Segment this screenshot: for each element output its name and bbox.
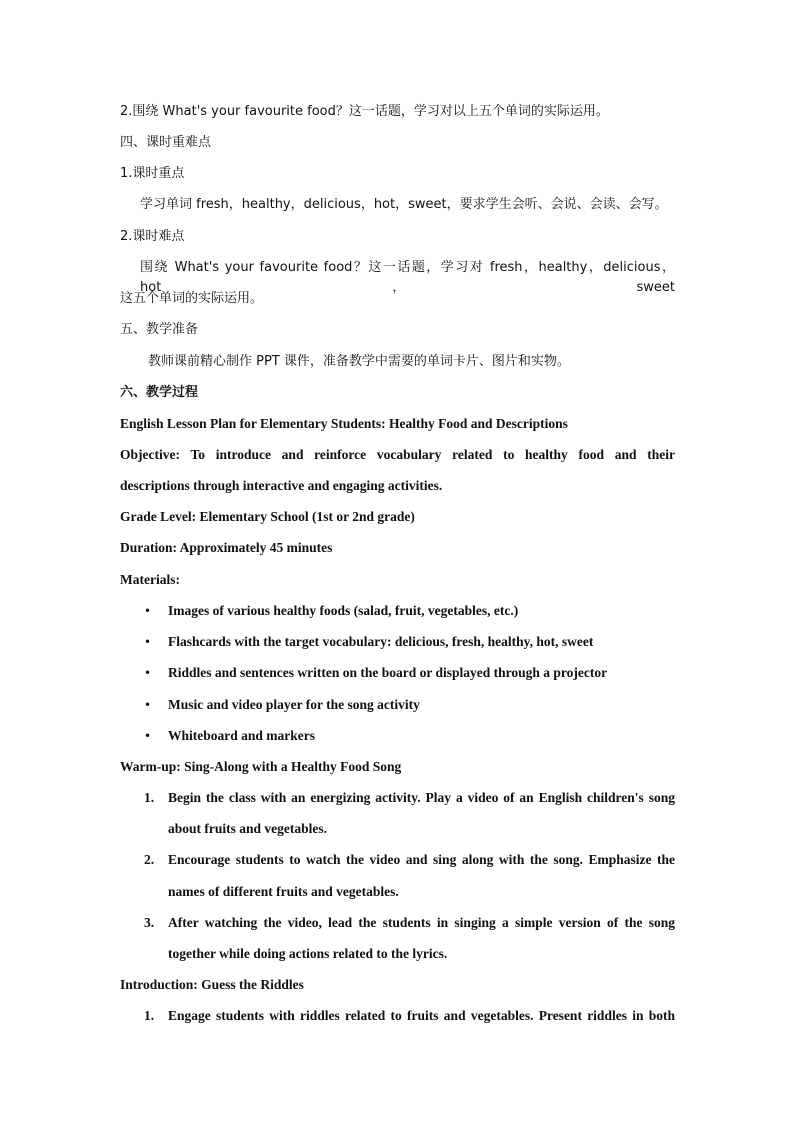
bullet-icon: • bbox=[144, 604, 152, 618]
subheading-key-points: 1.课时重点 bbox=[120, 166, 185, 181]
duration: Duration: Approximately 45 minutes bbox=[120, 540, 333, 555]
warmup-step-line2: about fruits and vegetables. bbox=[168, 821, 328, 836]
paragraph-difficult-points-line1: 围绕 What's your favourite food？这一话题，学习对 fresh，healthy，delicious，hot，sweet bbox=[140, 260, 675, 295]
bullet-icon: • bbox=[144, 729, 152, 743]
warmup-heading: Warm-up: Sing-Along with a Healthy Food Song bbox=[120, 759, 402, 774]
lesson-plan-title: English Lesson Plan for Elementary Students: Healthy Food and Descriptions bbox=[120, 416, 568, 431]
materials-item: Whiteboard and markers bbox=[168, 728, 316, 743]
paragraph-usage-goal: 2.围绕 What's your favourite food？这一话题，学习对以上五个单词的实际运用。 bbox=[120, 104, 609, 119]
heading-teaching-process: 六、教学过程 bbox=[120, 385, 199, 400]
introduction-heading: Introduction: Guess the Riddles bbox=[120, 977, 304, 992]
warmup-step-line2: names of different fruits and vegetables. bbox=[168, 884, 399, 899]
objective-line1: Objective: To introduce and reinforce vocabulary related to healthy food and their bbox=[120, 447, 675, 462]
paragraph-key-points: 学习单词 fresh，healthy，delicious，hot，sweet，要求学生会听、会说、会读、会写。 bbox=[140, 197, 668, 212]
materials-item: Riddles and sentences written on the board or displayed through a projector bbox=[168, 665, 608, 680]
warmup-step-line2: together while doing actions related to the lyrics. bbox=[168, 946, 448, 961]
warmup-step-line1: After watching the video, lead the students in singing a simple version of the song bbox=[168, 915, 675, 930]
objective-line2: descriptions through interactive and engaging activities. bbox=[120, 478, 443, 493]
materials-item: Images of various healthy foods (salad, fruit, vegetables, etc.) bbox=[168, 603, 519, 618]
grade-level: Grade Level: Elementary School (1st or 2nd grade) bbox=[120, 509, 415, 524]
subheading-difficult-points: 2.课时难点 bbox=[120, 229, 185, 244]
bullet-icon: • bbox=[144, 666, 152, 680]
materials-label: Materials: bbox=[120, 572, 180, 587]
materials-item: Music and video player for the song activity bbox=[168, 697, 420, 712]
bullet-icon: • bbox=[144, 635, 152, 649]
step-number: 3. bbox=[144, 915, 155, 930]
heading-key-difficult-points: 四、课时重难点 bbox=[120, 135, 212, 150]
heading-teaching-preparation: 五、教学准备 bbox=[120, 322, 199, 337]
paragraph-difficult-points-line2: 这五个单词的实际运用。 bbox=[120, 291, 264, 306]
step-number: 2. bbox=[144, 852, 155, 867]
step-number: 1. bbox=[144, 790, 155, 805]
intro-step-line1: Engage students with riddles related to fruits and vegetables. Present riddles in both bbox=[168, 1008, 675, 1023]
bullet-icon: • bbox=[144, 698, 152, 712]
warmup-step-line1: Encourage students to watch the video and sing along with the song. Emphasize the bbox=[168, 852, 675, 867]
materials-item: Flashcards with the target vocabulary: delicious, fresh, healthy, hot, sweet bbox=[168, 634, 594, 649]
step-number: 1. bbox=[144, 1008, 155, 1023]
paragraph-teaching-preparation: 教师课前精心制作 PPT 课件，准备教学中需要的单词卡片、图片和实物。 bbox=[148, 354, 570, 369]
warmup-step-line1: Begin the class with an energizing activity. Play a video of an English children's song bbox=[168, 790, 675, 805]
